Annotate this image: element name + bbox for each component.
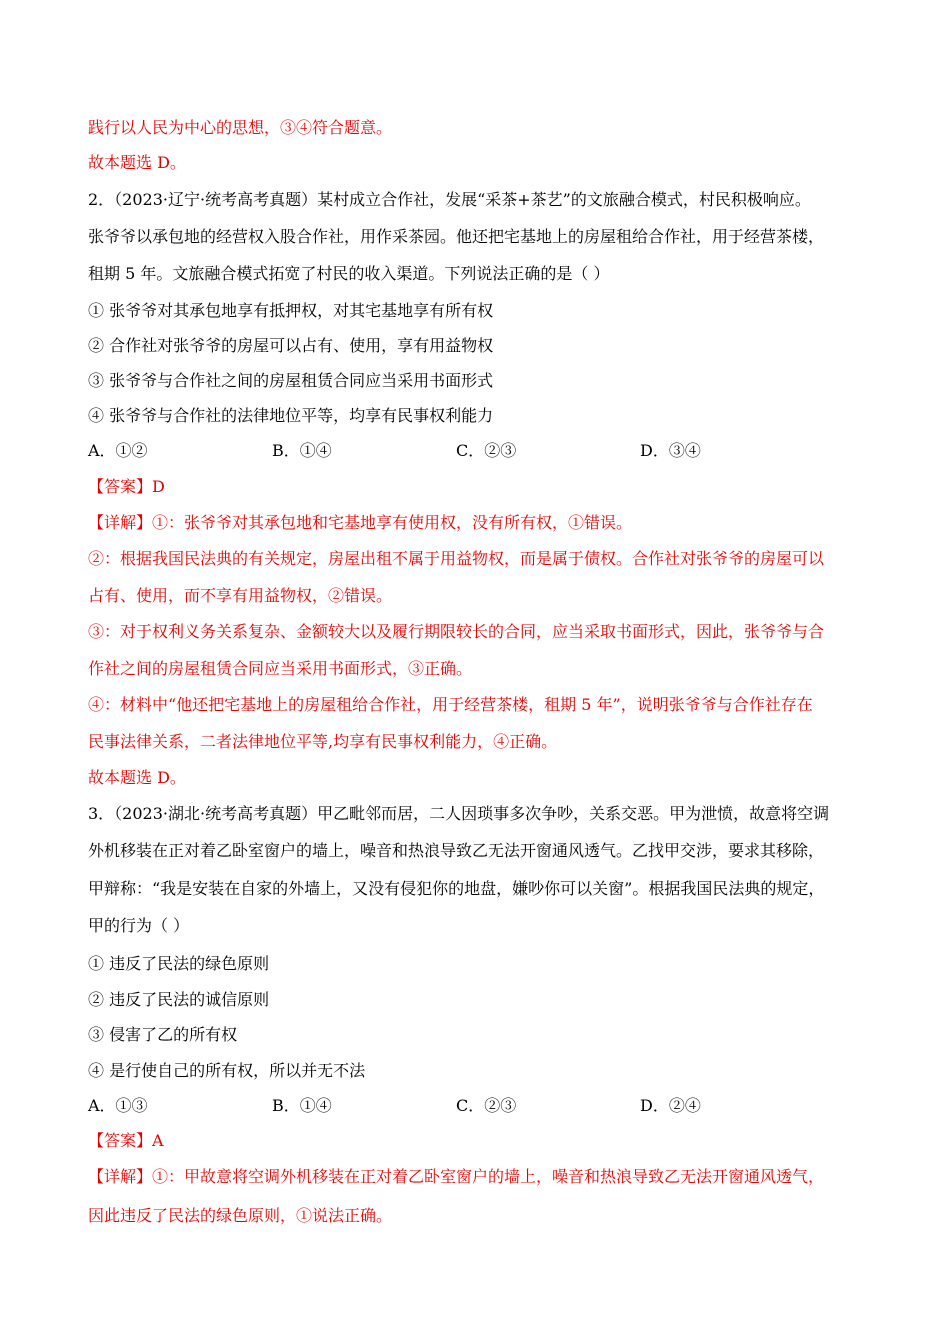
q3-statement-1: ① 违反了民法的绿色原则 <box>88 954 270 973</box>
q2-statement-3: ③ 张爷爷与合作社之间的房屋租赁合同应当采用书面形式 <box>88 371 494 390</box>
q3-analysis-line-2: 因此违反了民法的绿色原则，①说法正确。 <box>88 1206 393 1225</box>
q2-stem-line-1: 2．（2023·辽宁·统考高考真题）某村成立合作社，发展“采茶+茶艺”的文旅融合模式，村民积极响应。 <box>88 190 811 209</box>
q3-statement-2: ② 违反了民法的诚信原则 <box>88 990 270 1009</box>
q2-stem-line-2: 张爷爷以承包地的经营权入股合作社，用作采茶园。他还把宅基地上的房屋租给合作社，用于经营茶楼， <box>88 227 825 246</box>
q3-option-b: B．①④ <box>272 1096 332 1115</box>
q2-analysis-line-7: 民事法律关系，二者法律地位平等,均享有民事权利能力，④正确。 <box>88 732 558 751</box>
q2-statement-4: ④ 张爷爷与合作社的法律地位平等，均享有民事权利能力 <box>88 406 494 425</box>
q2-analysis-line-1: 【详解】①：张爷爷对其承包地和宅基地享有使用权，没有所有权，①错误。 <box>88 513 633 532</box>
q2-conclusion: 故本题选 D。 <box>88 768 186 787</box>
q2-analysis-line-2: ②：根据我国民法典的有关规定，房屋出租不属于用益物权，而是属于债权。合作社对张爷爷的房屋可以 <box>88 549 825 568</box>
q3-option-a: A．①③ <box>88 1096 148 1115</box>
q3-statement-4: ④ 是行使自己的所有权，所以并无不法 <box>88 1061 366 1080</box>
q3-option-c: C．②③ <box>456 1096 517 1115</box>
q2-option-d: D．③④ <box>640 441 701 460</box>
q3-stem-line-3: 甲辩称：“我是安装在自家的外墙上，又没有侵犯你的地盘，嫌吵你可以关窗”。根据我国民法典的规定， <box>88 879 825 898</box>
q3-option-d: D．②④ <box>640 1096 701 1115</box>
q1-analysis-tail: 践行以人民为中心的思想，③④符合题意。 <box>88 118 393 137</box>
q3-statement-3: ③ 侵害了乙的所有权 <box>88 1025 238 1044</box>
q2-stem-line-3: 租期 5 年。文旅融合模式拓宽了村民的收入渠道。下列说法正确的是（ ） <box>88 264 610 283</box>
q3-stem-line-2: 外机移装在正对着乙卧室窗户的墙上，噪音和热浪导致乙无法开窗通风透气。乙找甲交涉，要求其移除， <box>88 841 825 860</box>
q2-option-b: B．①④ <box>272 441 332 460</box>
q3-answer: 【答案】A <box>88 1131 164 1150</box>
q3-stem-line-1: 3．（2023·湖北·统考高考真题）甲乙毗邻而居，二人因琐事多次争吵，关系交恶。甲为泄愤，故意将空调 <box>88 804 830 823</box>
q2-statement-1: ① 张爷爷对其承包地享有抵押权，对其宅基地享有所有权 <box>88 301 494 320</box>
q2-statement-2: ② 合作社对张爷爷的房屋可以占有、使用，享有用益物权 <box>88 336 494 355</box>
q3-analysis-line-1: 【详解】①：甲故意将空调外机移装在正对着乙卧室窗户的墙上，噪音和热浪导致乙无法开窗通风透气， <box>88 1167 825 1186</box>
q2-answer: 【答案】D <box>88 477 165 496</box>
q2-analysis-line-6: ④：材料中“他还把宅基地上的房屋租给合作社，用于经营茶楼，租期 5 年”，说明张爷爷与合作社存在 <box>88 695 813 714</box>
q2-analysis-line-3: 占有、使用，而不享有用益物权，②错误。 <box>88 586 393 605</box>
q3-stem-line-4: 甲的行为（ ） <box>88 916 190 935</box>
q2-option-c: C．②③ <box>456 441 517 460</box>
q2-option-a: A．①② <box>88 441 148 460</box>
q1-conclusion: 故本题选 D。 <box>88 153 186 172</box>
q2-analysis-line-4: ③：对于权利义务关系复杂、金额较大以及履行期限较长的合同，应当采取书面形式，因此，张爷爷与合 <box>88 622 825 641</box>
q2-analysis-line-5: 作社之间的房屋租赁合同应当采用书面形式，③正确。 <box>88 659 473 678</box>
